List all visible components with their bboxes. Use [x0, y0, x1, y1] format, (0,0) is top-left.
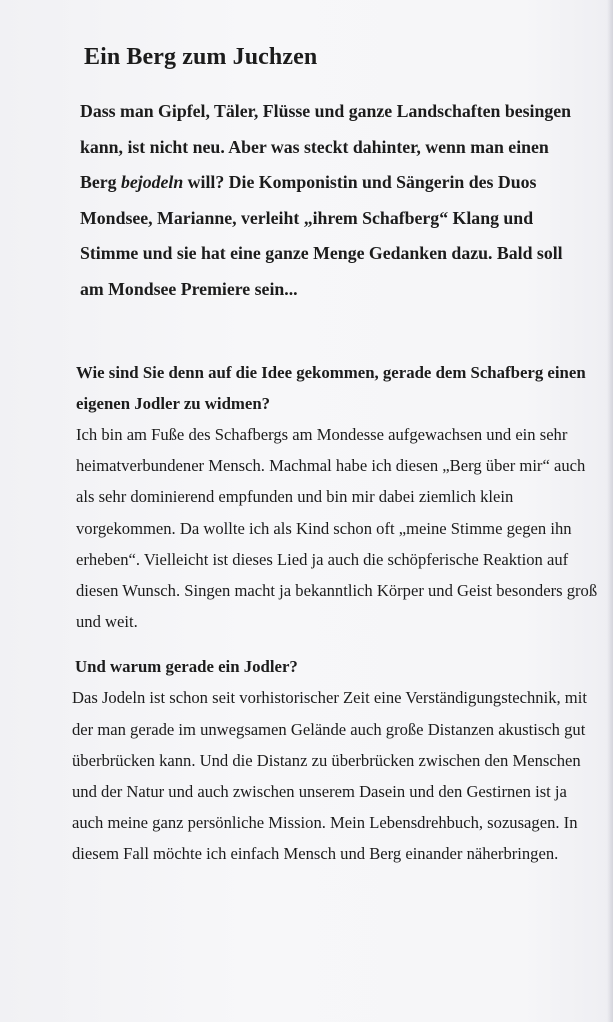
interview-answer-2: Das Jodeln ist schon seit vorhistorischer Zeit eine Verständigungstechnik, mit der man gerade im unwegsamen Gelände auch große Distanzen akustisch gut überbrücken kann. Und die Distanz zu überbrücken zwischen den Menschen und der Natur und auch zwischen unserem Dasein und den Gestirnen ist ja auch meine ganz persönliche Mission. Mein Lebensdrehbuch, sozusagen. In diesem Fall möchte ich einfach Mensch und Berg einander näherbringen. — [72, 688, 587, 864]
intro-text-end: will? Die Komponistin und Sängerin des Duos Mondsee, Marianne, verleiht „ihrem Schafberg“ Klang und Stimme und sie hat eine ganze Menge Gedanken dazu. Bald soll am Mondsee Premiere sein... — [80, 172, 563, 299]
interview-question-2: Und warum gerade ein Jodler? — [75, 657, 298, 677]
interview-answer-1: Ich bin am Fuße des Schafbergs am Mondesse aufgewachsen und ein sehr heimatverbundener Mensch. Machmal habe ich diesen „Berg über mir“ auch als sehr dominierend empfunden und bin mir dabei ziemlich klein vorgekommen. Da wollte ich als Kind schon oft „meine Stimme gegen ihn erheben“. Vielleicht ist dieses Lied ja auch die schöpferische Reaktion auf diesen Wunsch. Singen macht ja bekanntlich Körper und Geist besonders groß und weit. — [76, 425, 598, 632]
interview-question-1: Wie sind Sie denn auf die Idee gekommen, gerade dem Schafberg einen eigenen Jodler zu widmen? — [76, 363, 586, 413]
article — [72, 34, 602, 870]
intro-text-start: Dass man Gipfel, Täler, Flüsse und ganze Landschaften besingen kann, ist nicht neu. Aber was steckt dahinter, wenn man einen Berg — [80, 101, 572, 192]
paper-edge-shadow — [607, 0, 613, 1022]
article-title: Ein Berg zum Juchzen — [84, 44, 318, 70]
intro-emphasis: bejodeln — [120, 172, 184, 192]
article-intro — [80, 94, 580, 307]
